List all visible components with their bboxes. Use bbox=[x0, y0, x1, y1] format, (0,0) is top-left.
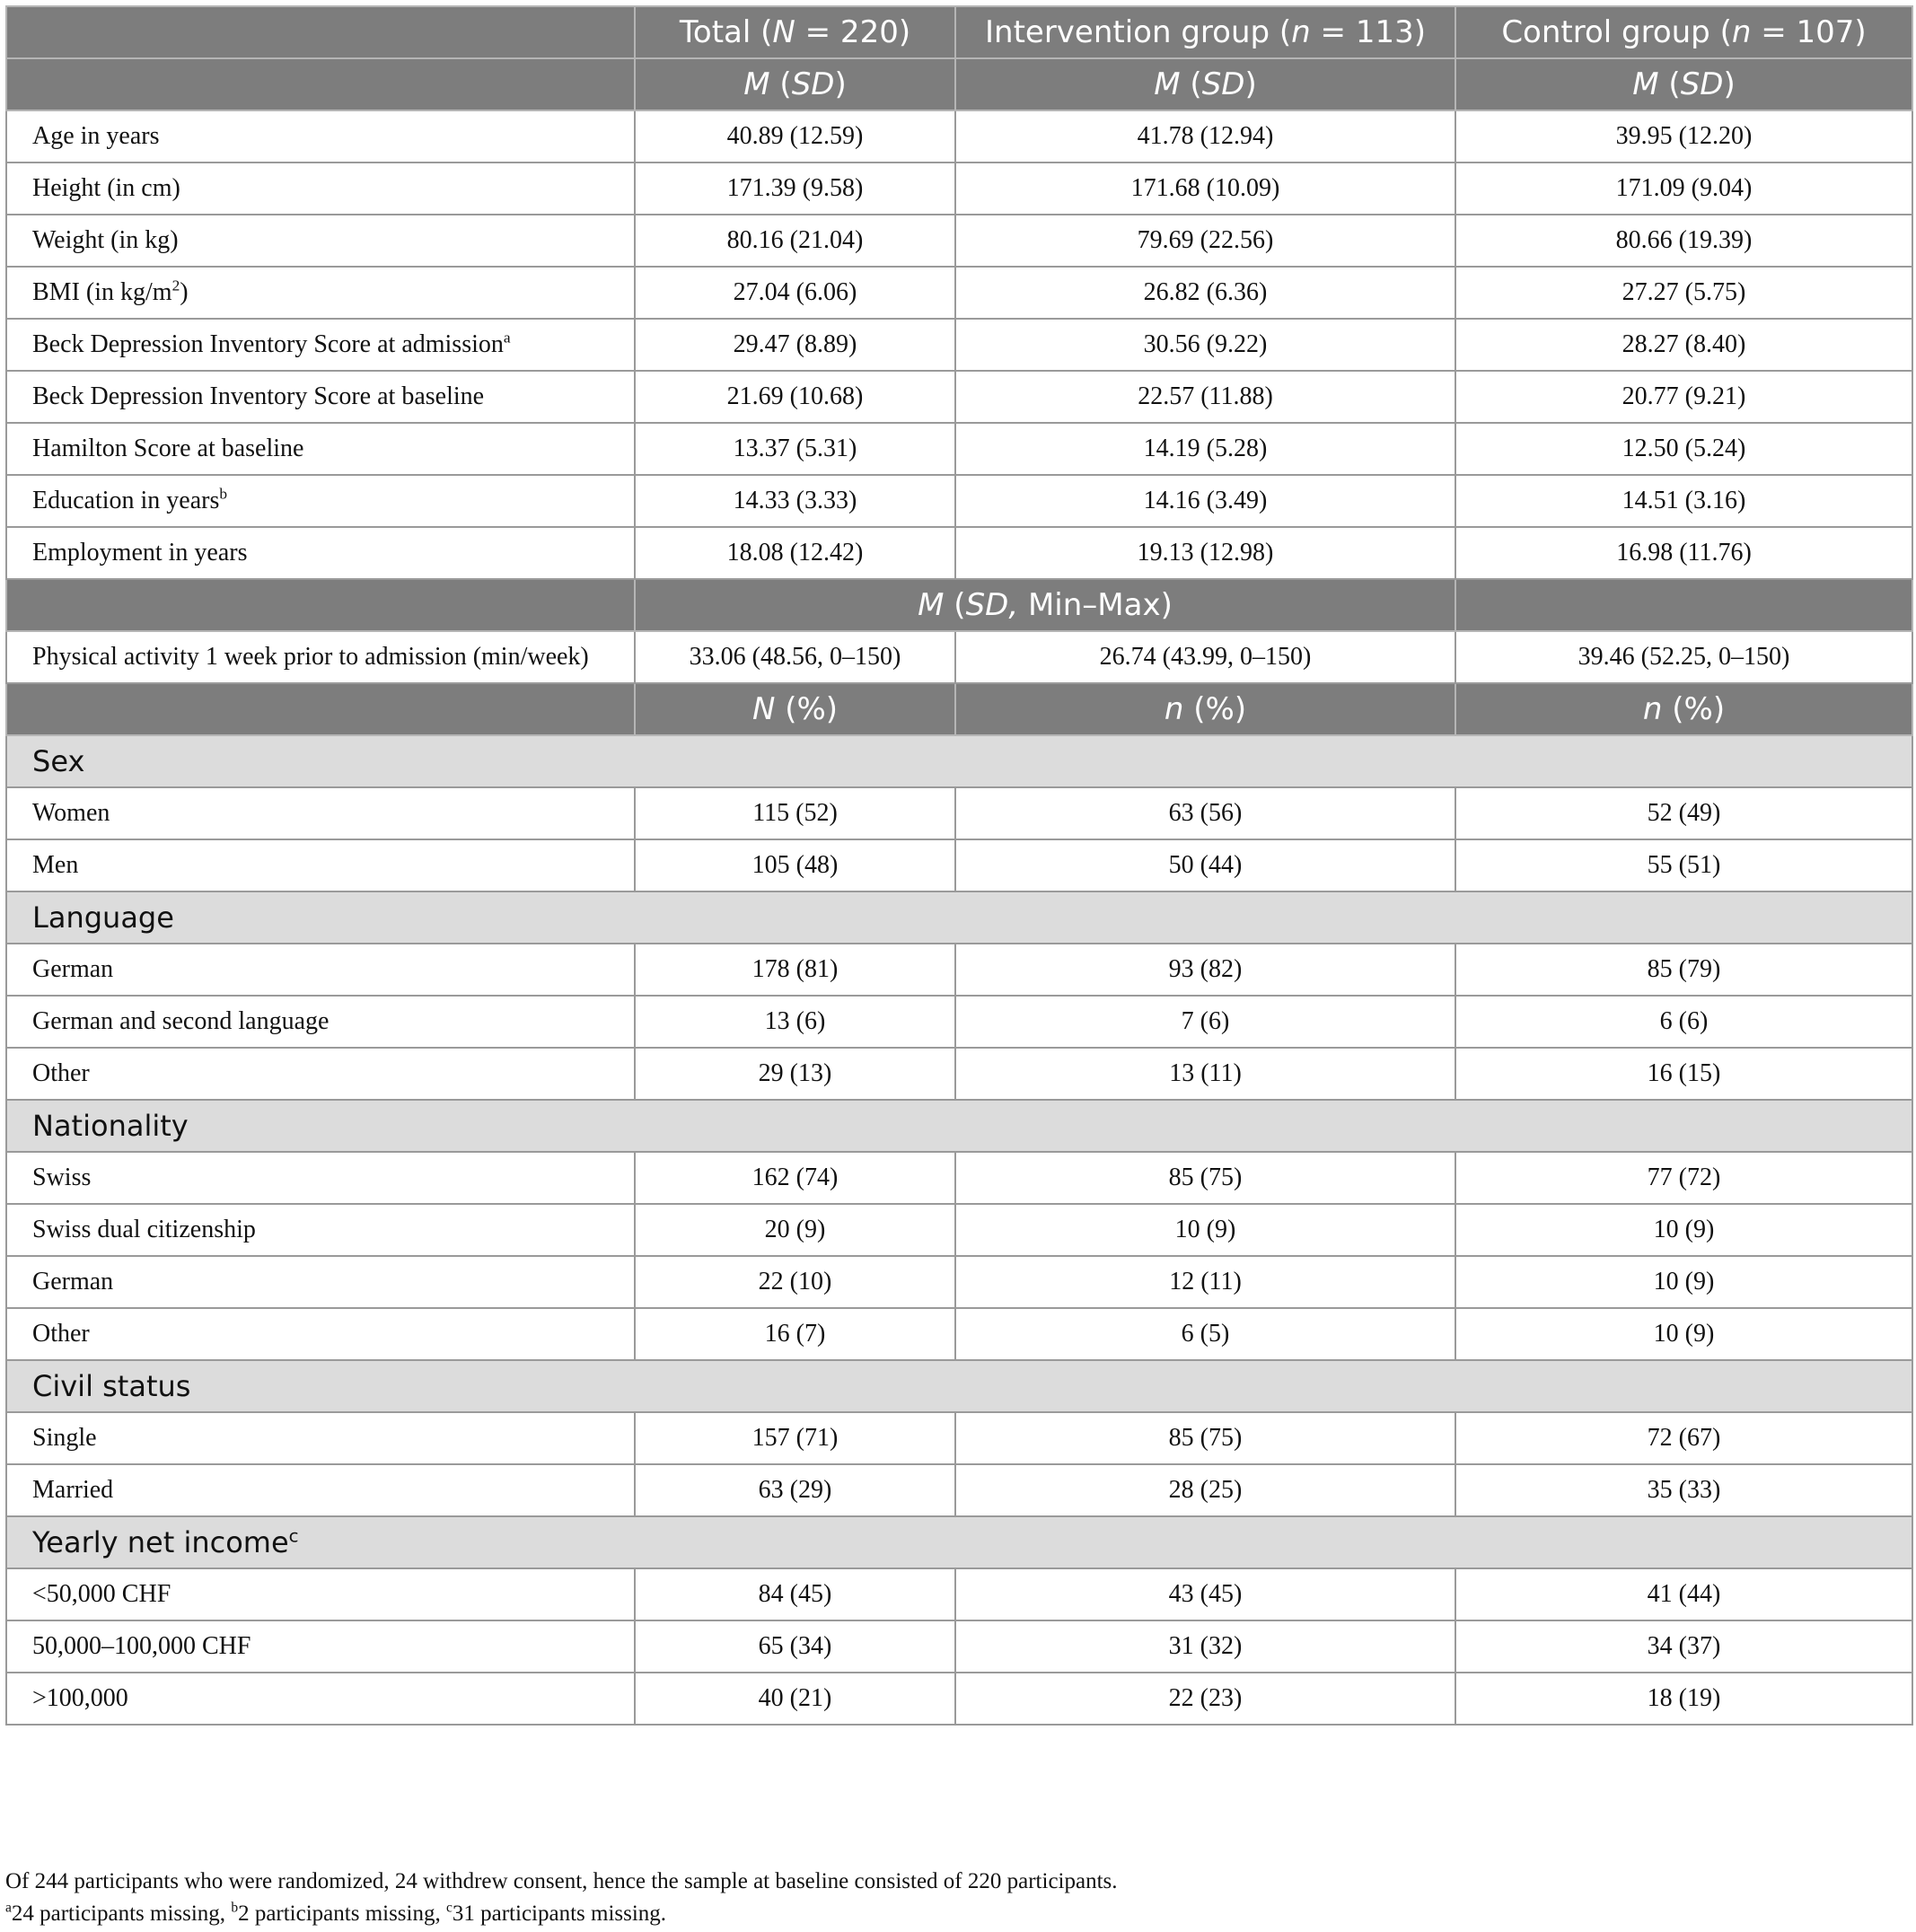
table-row bbox=[6, 839, 1912, 891]
cell-control: 41 (44) bbox=[1455, 1568, 1912, 1620]
cell-control: 171.09 (9.04) bbox=[1455, 162, 1912, 215]
row-label: Swiss bbox=[6, 1152, 635, 1204]
cell-intervention: 14.19 (5.28) bbox=[955, 423, 1455, 475]
cell-total: 27.04 (6.06) bbox=[635, 267, 955, 319]
baseline-characteristics-table bbox=[5, 5, 1913, 1726]
section-header-row bbox=[6, 1360, 1912, 1412]
table-row bbox=[6, 944, 1912, 996]
section-title: Sex bbox=[6, 735, 1912, 787]
msd-header-intervention: M (SD) bbox=[955, 58, 1455, 110]
table-row bbox=[6, 1673, 1912, 1725]
cell-intervention: 31 (32) bbox=[955, 1620, 1455, 1673]
cell-control: 6 (6) bbox=[1455, 996, 1912, 1048]
cell-total: 65 (34) bbox=[635, 1620, 955, 1673]
cell-intervention: 19.13 (12.98) bbox=[955, 527, 1455, 579]
cell-intervention: 43 (45) bbox=[955, 1568, 1455, 1620]
cell-total: 22 (10) bbox=[635, 1256, 955, 1308]
cell-control: 35 (33) bbox=[1455, 1464, 1912, 1516]
cell-intervention: 41.78 (12.94) bbox=[955, 110, 1455, 162]
cell-total: 105 (48) bbox=[635, 839, 955, 891]
cell-intervention: 50 (44) bbox=[955, 839, 1455, 891]
row-label: Married bbox=[6, 1464, 635, 1516]
section-header-row bbox=[6, 1100, 1912, 1152]
row-label: >100,000 bbox=[6, 1673, 635, 1725]
cell-control: 10 (9) bbox=[1455, 1256, 1912, 1308]
cell-total: 13 (6) bbox=[635, 996, 955, 1048]
cell-intervention: 171.68 (10.09) bbox=[955, 162, 1455, 215]
cell-total: 29.47 (8.89) bbox=[635, 319, 955, 371]
cell-total: 80.16 (21.04) bbox=[635, 215, 955, 267]
table-row bbox=[6, 631, 1912, 683]
table-row bbox=[6, 371, 1912, 423]
msd-header-row bbox=[6, 58, 1912, 110]
table-row bbox=[6, 1464, 1912, 1516]
cell-control: 16.98 (11.76) bbox=[1455, 527, 1912, 579]
row-label: German and second language bbox=[6, 996, 635, 1048]
header-intervention: Intervention group (n = 113) bbox=[955, 6, 1455, 58]
count-header-control: n (%) bbox=[1455, 683, 1912, 735]
cell-total: 162 (74) bbox=[635, 1152, 955, 1204]
table-row bbox=[6, 1620, 1912, 1673]
row-label: Physical activity 1 week prior to admission (min/week) bbox=[6, 631, 635, 683]
minmax-header: M (SD, Min–Max) bbox=[635, 579, 1455, 631]
cell-intervention: 26.74 (43.99, 0–150) bbox=[955, 631, 1455, 683]
cell-total: 63 (29) bbox=[635, 1464, 955, 1516]
row-label: Hamilton Score at baseline bbox=[6, 423, 635, 475]
header-empty-cell bbox=[1455, 579, 1912, 631]
cell-control: 20.77 (9.21) bbox=[1455, 371, 1912, 423]
section-title: Civil status bbox=[6, 1360, 1912, 1412]
cell-control: 77 (72) bbox=[1455, 1152, 1912, 1204]
table-body bbox=[6, 6, 1912, 1725]
cell-intervention: 14.16 (3.49) bbox=[955, 475, 1455, 527]
section-header-row bbox=[6, 735, 1912, 787]
cell-intervention: 79.69 (22.56) bbox=[955, 215, 1455, 267]
table-row bbox=[6, 1152, 1912, 1204]
cell-control: 12.50 (5.24) bbox=[1455, 423, 1912, 475]
cell-intervention: 6 (5) bbox=[955, 1308, 1455, 1360]
cell-total: 157 (71) bbox=[635, 1412, 955, 1464]
table-footnotes bbox=[5, 1866, 1912, 1930]
row-label: Other bbox=[6, 1308, 635, 1360]
table-row bbox=[6, 1412, 1912, 1464]
minmax-header-row bbox=[6, 579, 1912, 631]
cell-intervention: 85 (75) bbox=[955, 1152, 1455, 1204]
msd-header-control: M (SD) bbox=[1455, 58, 1912, 110]
footnote-missing: $^a$24 participants missing, $^b$2 participants missing, $^c$31 participants missing. bbox=[5, 1900, 667, 1926]
row-label: BMI (in $kg/m^2$) bbox=[6, 267, 635, 319]
cell-intervention: 85 (75) bbox=[955, 1412, 1455, 1464]
table-row bbox=[6, 475, 1912, 527]
row-label: Swiss dual citizenship bbox=[6, 1204, 635, 1256]
cell-total: 14.33 (3.33) bbox=[635, 475, 955, 527]
row-label: Women bbox=[6, 787, 635, 839]
header-empty-cell bbox=[6, 58, 635, 110]
count-header-row bbox=[6, 683, 1912, 735]
cell-total: 178 (81) bbox=[635, 944, 955, 996]
msd-header-total: M (SD) bbox=[635, 58, 955, 110]
table-row bbox=[6, 1048, 1912, 1100]
row-label: Beck Depression Inventory Score at baseline bbox=[6, 371, 635, 423]
table-row bbox=[6, 267, 1912, 319]
footnote-main: Of 244 participants who were randomized, 24 withdrew consent, hence the sample at baseline consisted of 220 participants. bbox=[5, 1869, 1118, 1893]
cell-control: 52 (49) bbox=[1455, 787, 1912, 839]
cell-intervention: 22 (23) bbox=[955, 1673, 1455, 1725]
cell-intervention: 30.56 (9.22) bbox=[955, 319, 1455, 371]
cell-total: 20 (9) bbox=[635, 1204, 955, 1256]
row-label: Single bbox=[6, 1412, 635, 1464]
row-label: Other bbox=[6, 1048, 635, 1100]
row-label: German bbox=[6, 944, 635, 996]
header-control: Control group (n = 107) bbox=[1455, 6, 1912, 58]
cell-intervention: 12 (11) bbox=[955, 1256, 1455, 1308]
section-header-row bbox=[6, 1516, 1912, 1568]
row-label: German bbox=[6, 1256, 635, 1308]
cell-control: 72 (67) bbox=[1455, 1412, 1912, 1464]
cell-total: 33.06 (48.56, 0–150) bbox=[635, 631, 955, 683]
cell-control: 85 (79) bbox=[1455, 944, 1912, 996]
cell-total: 29 (13) bbox=[635, 1048, 955, 1100]
cell-intervention: 93 (82) bbox=[955, 944, 1455, 996]
cell-total: 40.89 (12.59) bbox=[635, 110, 955, 162]
cell-intervention: 22.57 (11.88) bbox=[955, 371, 1455, 423]
cell-intervention: 63 (56) bbox=[955, 787, 1455, 839]
cell-intervention: 28 (25) bbox=[955, 1464, 1455, 1516]
cell-control: 34 (37) bbox=[1455, 1620, 1912, 1673]
cell-total: 13.37 (5.31) bbox=[635, 423, 955, 475]
cell-intervention: 10 (9) bbox=[955, 1204, 1455, 1256]
row-label: Weight (in kg) bbox=[6, 215, 635, 267]
row-label: Men bbox=[6, 839, 635, 891]
cell-total: 40 (21) bbox=[635, 1673, 955, 1725]
table-row bbox=[6, 319, 1912, 371]
row-label: Beck Depression Inventory Score at admission$^a$ bbox=[6, 319, 635, 371]
table-row bbox=[6, 1308, 1912, 1360]
group-header-row bbox=[6, 6, 1912, 58]
table-row bbox=[6, 423, 1912, 475]
table-row bbox=[6, 1568, 1912, 1620]
row-label: Education in years$^b$ bbox=[6, 475, 635, 527]
cell-total: 21.69 (10.68) bbox=[635, 371, 955, 423]
cell-control: 39.46 (52.25, 0–150) bbox=[1455, 631, 1912, 683]
cell-control: 14.51 (3.16) bbox=[1455, 475, 1912, 527]
table-row bbox=[6, 1204, 1912, 1256]
cell-control: 39.95 (12.20) bbox=[1455, 110, 1912, 162]
count-header-intervention: n (%) bbox=[955, 683, 1455, 735]
cell-total: 16 (7) bbox=[635, 1308, 955, 1360]
table-row bbox=[6, 787, 1912, 839]
section-header-row bbox=[6, 891, 1912, 944]
cell-total: 115 (52) bbox=[635, 787, 955, 839]
cell-intervention: 13 (11) bbox=[955, 1048, 1455, 1100]
section-title: Yearly net income$^c$ bbox=[6, 1516, 1912, 1568]
row-label: Age in years bbox=[6, 110, 635, 162]
header-empty-cell bbox=[6, 579, 635, 631]
cell-control: 16 (15) bbox=[1455, 1048, 1912, 1100]
cell-control: 10 (9) bbox=[1455, 1308, 1912, 1360]
cell-intervention: 7 (6) bbox=[955, 996, 1455, 1048]
count-header-total: N (%) bbox=[635, 683, 955, 735]
row-label: <50,000 CHF bbox=[6, 1568, 635, 1620]
header-empty-cell bbox=[6, 683, 635, 735]
cell-control: 55 (51) bbox=[1455, 839, 1912, 891]
table-row bbox=[6, 996, 1912, 1048]
cell-control: 28.27 (8.40) bbox=[1455, 319, 1912, 371]
section-title: Language bbox=[6, 891, 1912, 944]
row-label: 50,000–100,000 CHF bbox=[6, 1620, 635, 1673]
table-row bbox=[6, 215, 1912, 267]
row-label: Employment in years bbox=[6, 527, 635, 579]
table-row bbox=[6, 110, 1912, 162]
section-title: Nationality bbox=[6, 1100, 1912, 1152]
cell-intervention: 26.82 (6.36) bbox=[955, 267, 1455, 319]
table-row bbox=[6, 527, 1912, 579]
table-row bbox=[6, 1256, 1912, 1308]
row-label: Height (in cm) bbox=[6, 162, 635, 215]
cell-total: 18.08 (12.42) bbox=[635, 527, 955, 579]
cell-control: 80.66 (19.39) bbox=[1455, 215, 1912, 267]
cell-control: 10 (9) bbox=[1455, 1204, 1912, 1256]
cell-control: 18 (19) bbox=[1455, 1673, 1912, 1725]
cell-control: 27.27 (5.75) bbox=[1455, 267, 1912, 319]
header-total: Total (N = 220) bbox=[635, 6, 955, 58]
header-empty-cell bbox=[6, 6, 635, 58]
cell-total: 84 (45) bbox=[635, 1568, 955, 1620]
table-row bbox=[6, 162, 1912, 215]
cell-total: 171.39 (9.58) bbox=[635, 162, 955, 215]
